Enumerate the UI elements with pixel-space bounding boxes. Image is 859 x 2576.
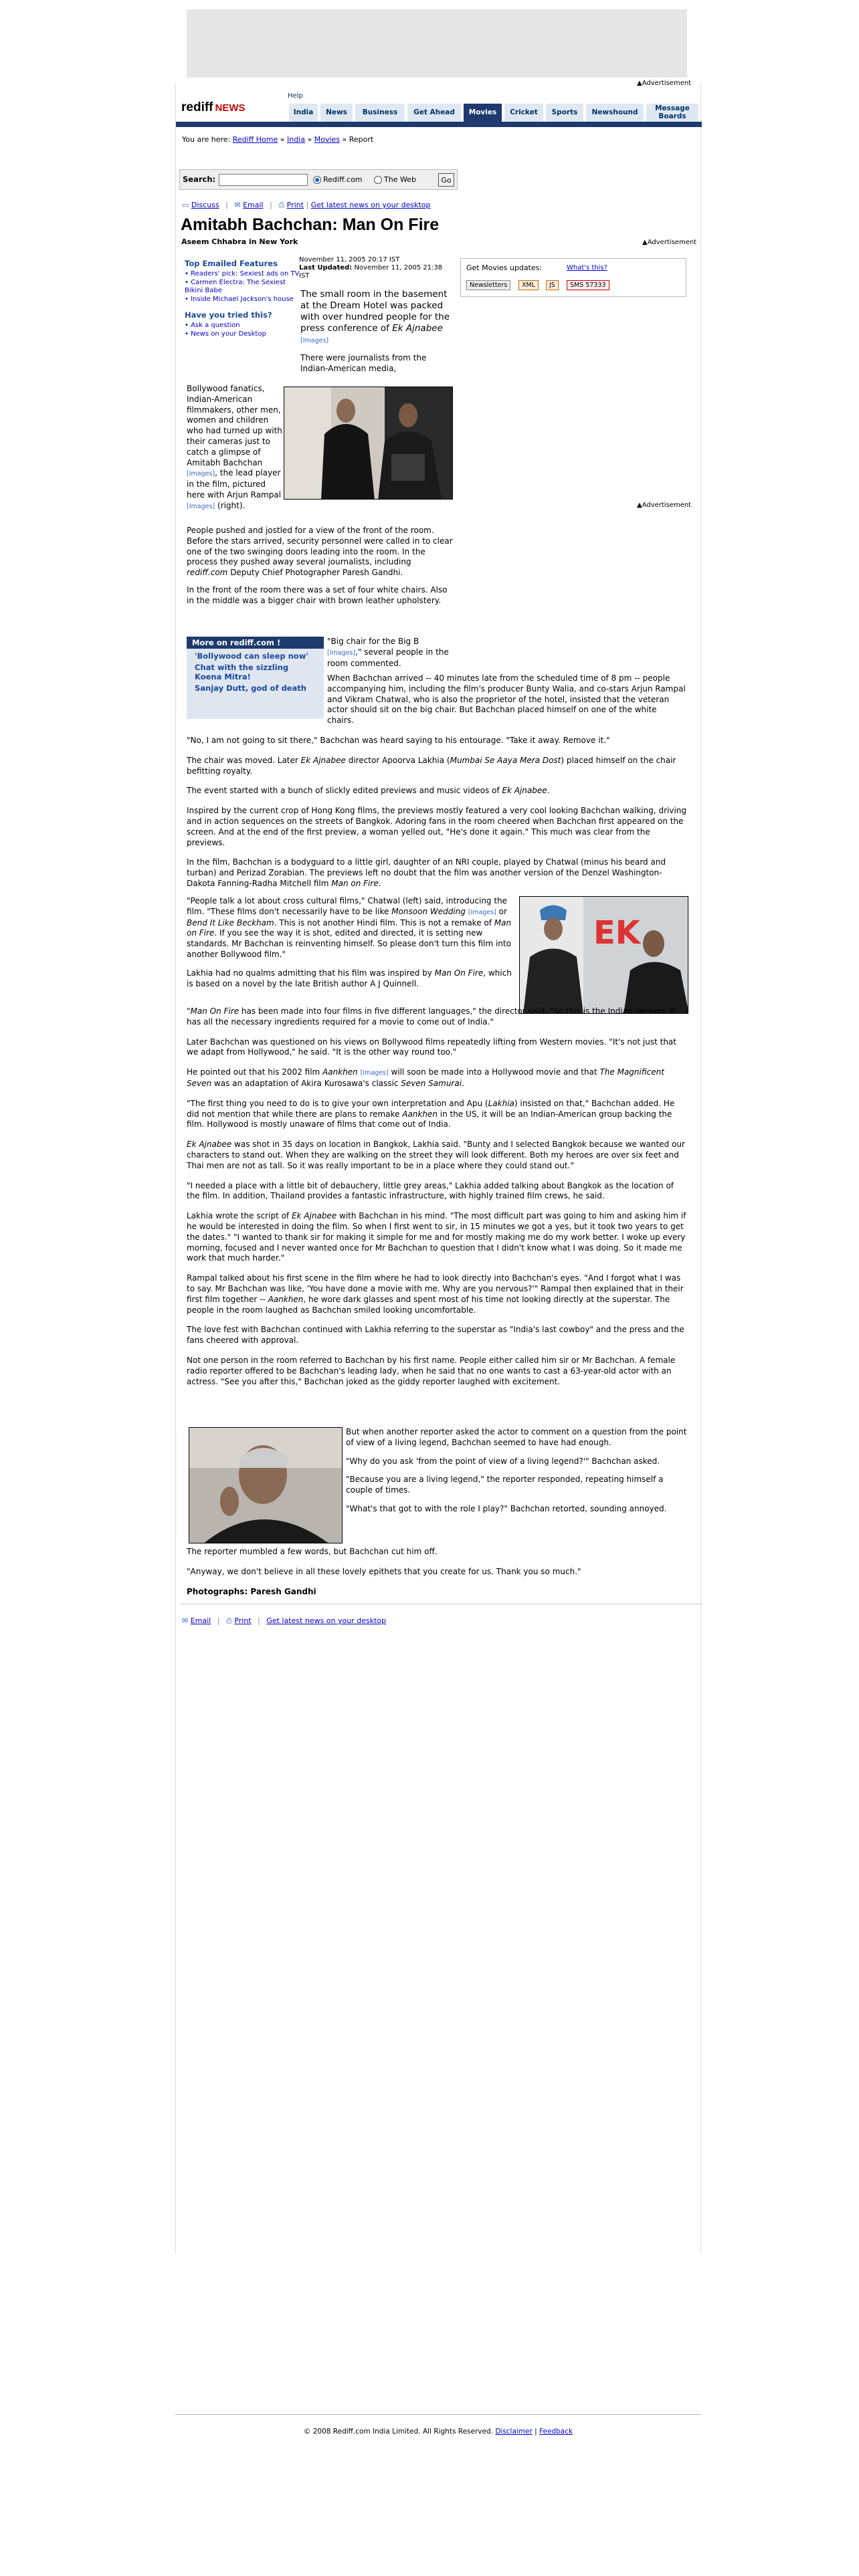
- more-on-rediff: [187, 637, 324, 720]
- logo-main: rediff: [181, 100, 213, 114]
- images-link[interactable]: [Images]: [187, 470, 215, 478]
- paragraph-text: rediff.com: [187, 568, 228, 578]
- images-link[interactable]: [Images]: [468, 908, 496, 916]
- paragraph: In the film, Bachchan is a bodyguard to a little girl, daughter of an NRI couple, played by Chatwal (minus his beard and turban) and Perizad Zorabian. The previews left no doubt that the film was another version of the Denzel Washington-Dakota Fanning-Radha Mitchell film Man on Fire.: [187, 857, 666, 888]
- film-title: Ek Ajnabee: [392, 323, 443, 334]
- paragraph-text: Ek Ajnabee: [187, 1140, 232, 1150]
- paragraph: [187, 756, 688, 777]
- lead-text: The small room in the basement at the Dream Hotel was packed with over hundred people for the press conference of: [300, 289, 450, 334]
- paragraph-text: People pushed and jostled for a view of the front of the room. Before the stars arrived, security personnel were called in to clear one of the two swinging doors leading into the room. In the process they pushed away several journalists, including: [187, 526, 453, 567]
- paragraph-text: The chair was moved. Later: [187, 755, 301, 765]
- more-header: More on rediff.com !: [187, 637, 324, 649]
- paragraph: In the front of the room there was a set of four white chairs. Also in the middle was a bigger chair with brown leather upholstery.: [187, 584, 448, 605]
- paragraph-text: Aankhen: [402, 1109, 438, 1119]
- para-column-6: [187, 1006, 688, 1394]
- photo-bachchan-portrait: [189, 1427, 343, 1543]
- paragraph-text: In the film, Bachchan is a bodyguard to a little girl, daughter of an NRI couple, played by Chatwal (minus his beard and turban) and Perizad Zorabian. The previews left no doubt that the film was another version of the Denzel Washington-Dakota Fanning-Radha Mitchell film: [187, 857, 666, 888]
- para-column-5: [187, 896, 514, 996]
- paragraph-text: . If you see the way it is shot, edited and directed, it is setting new standards. Mr Bachchan is reinventing himself. So please don't turn this film into another Bollywood film.": [187, 928, 511, 959]
- paragraph: Later Bachchan was questioned on his views on Bollywood films repeatedly lifting from Western movies. "It's not just that we adapt from Hollywood," he said. "It is the other way round too.": [187, 1037, 676, 1057]
- paragraph: "I needed a place with a little bit of debauchery, little grey areas," Lakhia added talking about Bangkok as the location of the film. In addition, Thailand provides a fantastic infrastructure, with highly trained film crews, he said.: [187, 1180, 674, 1201]
- nav-movies[interactable]: Movies: [464, 104, 503, 122]
- paragraph-text: Lakhia: [488, 1098, 514, 1108]
- para-column-3: [327, 673, 686, 733]
- breadcrumb-sep: »: [304, 135, 314, 144]
- paragraph-text: "Big chair for the Big B: [327, 637, 419, 646]
- paragraph: [187, 526, 454, 578]
- ad-label: ▲Advertisement: [637, 80, 692, 87]
- paragraph-text: The event started with a bunch of slickly edited previews and music videos of: [187, 786, 502, 796]
- paragraph-text: ": [187, 1006, 191, 1016]
- paragraph: Inspired by the current crop of Hong Kong films, the previews mostly featured a very cool looking Bachchan walking, driving and in action sequences on the streets of Bangkok. Adoring fans in the room cheered when Bachchan first appeared on the screen. And at the end of the first preview, a woman yelled out, "He's done it again." This much was clear from the previews.: [187, 806, 686, 847]
- more-link[interactable]: Sanjay Dutt, god of death: [195, 683, 306, 693]
- sidebar-box: [185, 259, 305, 379]
- footer-rule: [175, 2414, 701, 2415]
- article-title: Amitabh Bachchan: Man On Fire: [181, 215, 440, 234]
- paragraph: But when another reporter asked the actor to comment on a question from the point of view of a living legend, Bachchan seemed to have had enough.: [346, 1427, 687, 1447]
- paragraph-text: Rampal talked about his first scene in the film where he had to look directly into Bachchan's eyes. "And I forgot what I was to say. Mr Bachchan was like, 'You have done a movie with me. Why are you nervous?'" Rampal then explained that in their first film together --: [187, 1273, 684, 1304]
- email-icon: ✉: [234, 201, 241, 209]
- desktop-news-link[interactable]: Get latest news on your desktop: [310, 201, 431, 209]
- photo-credit: Photographs: Paresh Gandhi: [187, 1586, 316, 1596]
- paragraph: He pointed out that his 2002 film Aankhen [Images] will soon be made into a Hollywood movie and that The Magnificent Seven was an adaptation of Akira Kurosawa's classic Seven Samurai.: [187, 1067, 664, 1088]
- updates-label: Get Movies updates:: [466, 263, 543, 272]
- para-left-column: [187, 384, 282, 519]
- paragraph-text: Lakhia wrote the script of: [187, 1211, 292, 1221]
- images-link[interactable]: [Images]: [360, 1069, 389, 1077]
- more-link[interactable]: Chat with the sizzling Koena Mitra!: [195, 663, 289, 681]
- bottom-desktop-news-link[interactable]: Get latest news on your desktop: [266, 1616, 387, 1625]
- para-column-8: [187, 1547, 688, 1604]
- para-column-2: [187, 526, 454, 613]
- breadcrumb-current: Report: [349, 135, 374, 144]
- disclaimer-link[interactable]: Disclaimer: [495, 2428, 533, 2436]
- paragraph-text: Lakhia had no qualms admitting that his film was inspired by: [187, 968, 435, 978]
- nav-get-ahead[interactable]: Get Ahead: [407, 104, 462, 122]
- article-tools: ▭ Discuss | ✉ Email | ⎙ Print | Get latest news on your desktop: [182, 201, 431, 209]
- intro-column: [300, 289, 451, 381]
- svg-text:EK: EK: [593, 914, 640, 952]
- paragraph-text: has been made into four films in five different languages," the director said. "So this is the Indian version. It has all the necessary ingredients required for a movie to come out of India.": [187, 1006, 676, 1027]
- paragraph-text: with Bachchan in his mind. "The most difficult part was going to him and asking him if he would be interested in doing the film. So when I first went to sir, in 15 minutes we got a yes, but it took two years to get the dates." "I wanted to thank sir for making it simple for me and for mostly making me do my work better. I woke up every morning, focused and I never wanted once for Mr Bachchan to question that I didn't know what I was doing. So it made me work that much harder.": [187, 1211, 686, 1263]
- copyright: © 2008 Rediff.com India Limited. All Rights Reserved.: [303, 2428, 496, 2436]
- tried-link[interactable]: • Ask a question: [185, 322, 240, 329]
- paragraph: [327, 637, 454, 669]
- images-link[interactable]: [Images]: [327, 649, 356, 657]
- paragraph-text: was an adaptation of Akira Kurosawa's classic: [211, 1078, 401, 1088]
- nav-news[interactable]: News: [320, 104, 354, 122]
- breadcrumb-sep: »: [340, 135, 349, 144]
- paragraph-text: Bend It Like Beckham: [187, 918, 274, 928]
- emailed-link[interactable]: • Carmen Electra: The Sexiest Bikini Babe: [185, 278, 286, 294]
- paragraph-text: was shot in 35 days on location in Bangkok, Lakhia said. "Bunty and I selected Bangkok because we wanted our characters to stand out. When they are walking on the street they will look different. Both my heroes are over six feet and Thai men are not as tall. So it was really important to be in a place where they could stand out.": [187, 1140, 685, 1170]
- paragraph-text: , he wore dark glasses and spent most of his time not looking directly at the superstar. The people in the room laughed as Bachchan smiled looking uncomfortable.: [187, 1294, 670, 1315]
- top-advertisement[interactable]: [187, 9, 687, 78]
- paragraph-text: "The first thing you need to do is to give your own interpretation and Apu (: [187, 1098, 488, 1108]
- para-bigchair: [327, 637, 454, 675]
- paragraph-text: Deputy Chief Photographer Paresh Gandhi.: [227, 568, 403, 578]
- rediff-logo[interactable]: [181, 100, 246, 115]
- sms-button[interactable]: SMS 57333: [567, 280, 609, 290]
- footer: [175, 2428, 701, 2436]
- xml-button[interactable]: XML: [518, 280, 539, 290]
- paragraph: "Anyway, we don't believe in all these lovely epithets that you create for us. Thank you so much.": [187, 1566, 581, 1576]
- paragraph-text: . This is not another Hindi film. This is not a remake of: [274, 918, 494, 928]
- paragraph-text: (right).: [217, 500, 246, 510]
- paragraph-text: Man on Fire: [187, 918, 512, 938]
- images-link[interactable]: [Images]: [300, 337, 329, 344]
- print-icon: ⎙: [225, 1616, 232, 1625]
- search-label: Search:: [183, 175, 216, 184]
- nav-cricket[interactable]: Cricket: [504, 104, 545, 122]
- top-emailed-heading: Top Emailed Features: [185, 259, 278, 268]
- emailed-link[interactable]: • Readers' pick: Sexiest ads on TV: [185, 270, 300, 278]
- paragraph-text: will soon be made into a Hollywood movie and that: [388, 1067, 600, 1077]
- js-button[interactable]: JS: [546, 280, 559, 290]
- tried-heading: Have you tried this?: [185, 310, 272, 320]
- paragraph: "Because you are a living legend," the reporter responded, repeating himself a couple of times.: [346, 1475, 664, 1495]
- breadcrumb-sep: »: [278, 135, 287, 144]
- ad-label: ▲Advertisement: [637, 502, 692, 509]
- nav-newshound[interactable]: Newshound: [586, 104, 645, 122]
- paragraph: [187, 1140, 688, 1171]
- date-updated: November 11, 2005 21:38 IST: [299, 264, 443, 280]
- paragraph-text: Ek Ajnabee: [300, 755, 346, 765]
- header-rule: [176, 122, 702, 127]
- breadcrumb-movies[interactable]: Movies: [314, 135, 341, 144]
- paragraph-text: ) insisted on that," Bachchan added. He did not mention that while there are plans to remake: [187, 1098, 675, 1119]
- paragraph: The reporter mumbled a few words, but Bachchan cut him off.: [187, 1547, 438, 1556]
- paragraph: [187, 1211, 688, 1264]
- paragraph-text: , the lead player in the film, pictured here with Arjun Rampal: [187, 468, 282, 500]
- email-icon: ✉: [182, 1616, 189, 1625]
- paragraph-text: Ek Ajnabee: [291, 1211, 337, 1221]
- paragraph: The love fest with Bachchan continued with Lakhia referring to the superstar as "India's last cowboy" and the press and the fans cheered with approval.: [187, 1325, 684, 1346]
- paragraph-text: in the US, it will be an Indian-American group backing the film. Hollywood is mostly unaware of films that come out of India.: [187, 1109, 672, 1130]
- paragraph-text: The Magnificent Seven: [187, 1067, 664, 1088]
- print-link[interactable]: Print: [286, 201, 304, 209]
- paragraph-text: or: [496, 906, 507, 916]
- nav-india[interactable]: India: [289, 104, 319, 122]
- nav-message-boards[interactable]: Message Boards: [646, 104, 700, 122]
- photo-chatwal-bachchan: [519, 896, 688, 1014]
- more-link[interactable]: 'Bollywood can sleep now': [195, 651, 308, 661]
- paragraph: The event started with a bunch of slickly edited previews and music videos of Ek Ajnabee.: [187, 786, 550, 796]
- feedback-link[interactable]: Feedback: [539, 2428, 573, 2436]
- discuss-link[interactable]: Discuss: [191, 201, 219, 209]
- breadcrumb-prefix: You are here:: [182, 135, 233, 144]
- paragraph: "What's that got to with the role I play?" Bachchan retorted, sounding annoyed.: [346, 1503, 667, 1513]
- print-icon: ⎙: [278, 201, 285, 209]
- paragraph-text: Man On Fire: [190, 1006, 240, 1016]
- ad-label: ▲Advertisement: [642, 239, 697, 246]
- paragraph-text: "People talk a lot about cross cultural films," Chatwal (left) said, introducing the film. "These films don't necessarily have to be like: [187, 896, 508, 916]
- search-bar: [179, 169, 458, 190]
- paragraph-text: Mumbai Se Aaya Mera Dost: [450, 755, 561, 765]
- newsletters-button[interactable]: Newsletters: [466, 280, 510, 290]
- para-column-7: [346, 1427, 688, 1521]
- paragraph: There were journalists from the Indian-American media,: [300, 353, 427, 373]
- updated-label: Last Updated:: [299, 264, 353, 272]
- nav-sports[interactable]: Sports: [546, 104, 585, 122]
- search-input[interactable]: [219, 174, 308, 186]
- paragraph: [187, 1099, 688, 1130]
- emailed-link[interactable]: • Inside Michael Jackson's house: [185, 295, 294, 303]
- search-go-button[interactable]: Go: [438, 173, 454, 187]
- paragraph: [187, 968, 514, 990]
- radio-rediff[interactable]: [313, 176, 321, 184]
- bottom-email-link[interactable]: Email: [190, 1616, 211, 1625]
- byline: Aseem Chhabra in New York: [181, 237, 298, 246]
- paragraph: "No, I am not going to sit there," Bachchan was heard saying to his entourage. "Take it away. Remove it.": [187, 736, 610, 745]
- dateline: [299, 256, 453, 280]
- paragraph-text: Bollywood fanatics, Indian-American filmmakers, other men, women and children who had turned up with their cameras just to catch a glimpse of Amitabh Bachchan: [187, 384, 282, 467]
- paragraph-text: Monsoon Wedding: [391, 906, 466, 916]
- paragraph-text: He pointed out that his 2002 film: [187, 1067, 323, 1077]
- paragraph: [187, 1273, 688, 1315]
- breadcrumb-home[interactable]: Rediff Home: [232, 135, 278, 144]
- date-created: November 11, 2005 20:17 IST: [299, 256, 400, 263]
- footer-sep: |: [532, 2428, 540, 2436]
- logo-sub: NEWS: [215, 102, 246, 114]
- paragraph: "Why do you ask 'from the point of view of a living legend?'" Bachchan asked.: [346, 1456, 660, 1466]
- breadcrumb-india[interactable]: India: [286, 135, 305, 144]
- paragraph-text: director Apoorva Lakhia (: [345, 755, 450, 765]
- images-link[interactable]: [Images]: [187, 502, 215, 510]
- whats-this-link[interactable]: What's this?: [567, 264, 607, 272]
- paragraph-text: ," several people in the room commented.: [327, 647, 449, 668]
- tried-link[interactable]: • News on your Desktop: [185, 330, 266, 338]
- nav-business[interactable]: Business: [355, 104, 406, 122]
- bottom-print-link[interactable]: Print: [234, 1616, 252, 1625]
- paragraph-text: Ek Ajnabee: [502, 786, 547, 796]
- photo-bachchan-rampal: [284, 387, 453, 500]
- discuss-icon: ▭: [182, 201, 189, 209]
- paragraph-text: Man on Fire: [331, 878, 379, 888]
- radio-web[interactable]: [374, 176, 382, 184]
- breadcrumb: [182, 135, 373, 144]
- lead-para: [300, 289, 451, 346]
- bottom-tools: ✉ Email | ⎙ Print | Get latest news on your desktop: [182, 1616, 387, 1625]
- paragraph: When Bachchan arrived -- 40 minutes late from the scheduled time of 8 pm -- people accompanying him, including the film's producer Bunty Walia, and co-stars Arjun Rampal and Vikram Chatwal, who is also the proprietor of the hotel, insisted that the veteran actor should sit on the big chair. But Bachchan placed himself on one of the white chairs.: [327, 673, 686, 726]
- paragraph: [187, 896, 514, 960]
- paragraph-text: ) placed himself on the chair befitting royalty.: [187, 755, 676, 776]
- radio-rediff-label: Rediff.com: [323, 175, 363, 184]
- radio-web-label: The Web: [384, 175, 416, 184]
- paragraph: Not one person in the room referred to Bachchan by his first name. People either called him sir or Mr Bachchan. A female radio reporter offered to be Bachchan's leading lady, when he said that no one wants to cast a 63-year-old actor with an actress. "See you after this," Bachchan joked as the giddy reporter laughed with excitement.: [187, 1355, 676, 1386]
- paragraph: [187, 1006, 688, 1028]
- paragraph-text: Aankhen: [268, 1294, 304, 1304]
- paragraph-text: Seven Samurai: [401, 1078, 462, 1088]
- email-link[interactable]: Email: [243, 201, 264, 209]
- help-link[interactable]: Help: [288, 92, 303, 100]
- para-column-4: [187, 736, 688, 896]
- paragraph-text: Man On Fire: [434, 968, 484, 978]
- paragraph: [187, 384, 282, 512]
- updates-box: [460, 258, 686, 297]
- paragraph-text: Aankhen: [322, 1067, 358, 1077]
- paragraph-text: , which is based on a novel by the late British author A J Quinnell.: [187, 968, 512, 988]
